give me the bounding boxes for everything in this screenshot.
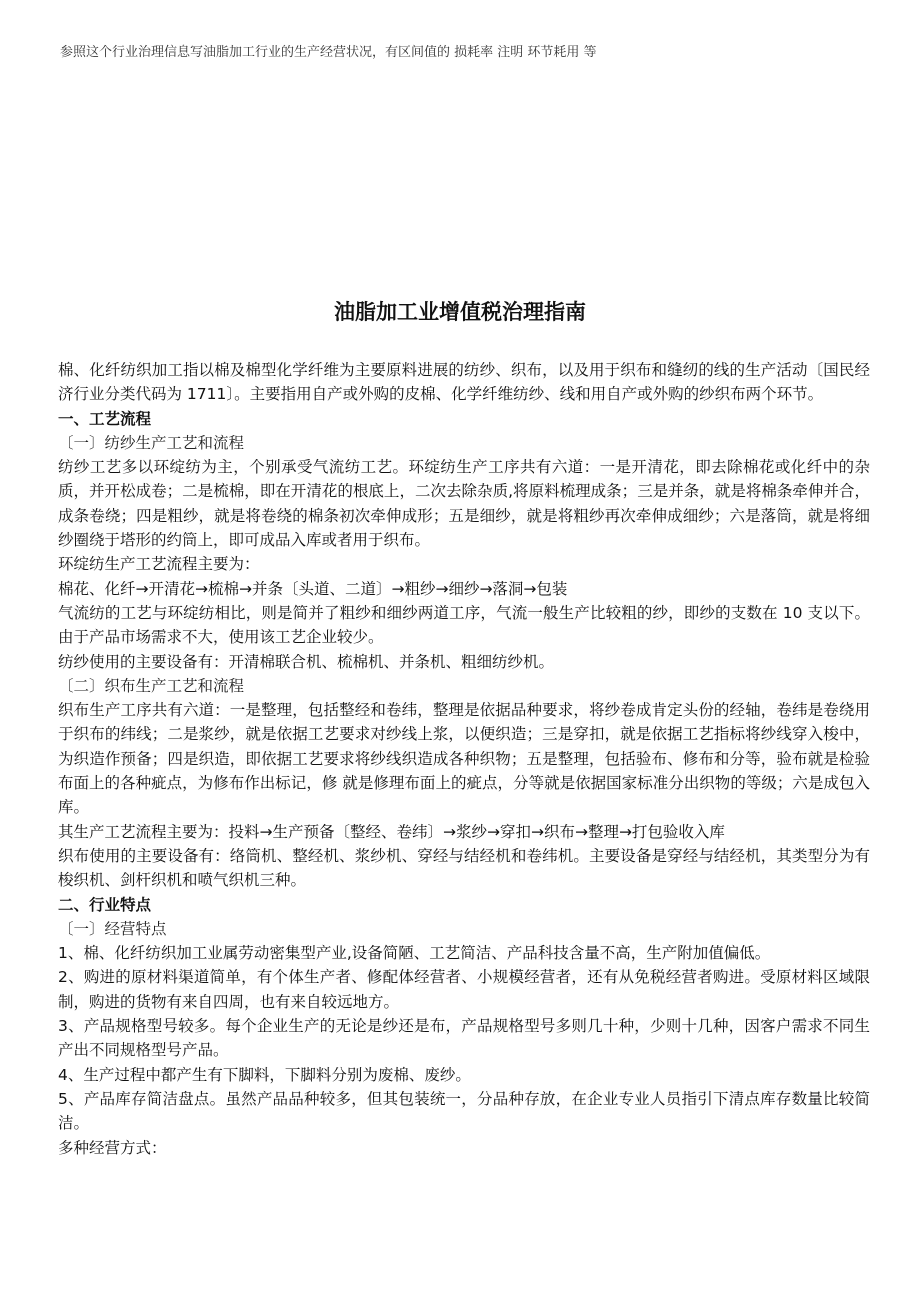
subsection-heading: 〔一〕经营特点 [58, 919, 167, 938]
list-item: 1、棉、化纤纺织加工业属劳动密集型产业,设备简陋、工艺简洁、产品科技含量不高，生产附加值偏低。 [58, 944, 771, 963]
paragraph: 气流纺的工艺与环绽纺相比，则是简并了粗纱和细纱两道工序，气流一般生产比较粗的纱，即纱的支数在 10 支以下。由于产品市场需求不大，使用该工艺企业较少。 [58, 603, 870, 647]
paragraph: 织布使用的主要设备有：络筒机、整经机、浆纱机、穿经与结经机和卷纬机。主要设备是穿经与结经机，其类型分为有梭织机、剑杆织机和喷气织机三种。 [58, 846, 870, 890]
flow-line: 其生产工艺流程主要为：投料→生产预备〔整经、卷纬〕→浆纱→穿扣→织布→整理→打包验收入库 [58, 822, 725, 841]
list-item: 2、购进的原材料渠道简单，有个体生产者、修配体经营者、小规模经营者，还有从免税经营者购进。受原材料区域限制，购进的货物有来自四周，也有来自较远地方。 [58, 968, 870, 1011]
document-body [58, 358, 870, 1160]
paragraph: 多种经营方式： [58, 1138, 167, 1157]
intro-paragraph: 棉、化纤纺织加工指以棉及棉型化学纤维为主要原料进展的纺纱、织布，以及用于织布和缝纫的线的生产活动〔国民经济行业分类代码为 1711〕。主要指用自产或外购的皮棉、化学纤维纺纱、线和用自产或外购的纱织布两个环节。 [58, 361, 870, 404]
section-heading: 二、行业特点 [58, 895, 152, 914]
flow-line: 棉花、化纤→开清花→梳棉→并条〔头道、二道〕→粗纱→细纱→落洞→包装 [58, 579, 568, 598]
list-item: 3、产品规格型号较多。每个企业生产的无论是纱还是布，产品规格型号多则几十种，少则十几种，因客户需求不同生产出不同规格型号产品。 [58, 1017, 870, 1060]
paragraph: 纺纱使用的主要设备有：开清棉联合机、梳棉机、并条机、粗细纺纱机。 [58, 652, 555, 671]
section-heading: 一、工艺流程 [58, 409, 152, 428]
subsection-heading: 〔二〕织布生产工艺和流程 [58, 676, 245, 695]
paragraph: 织布生产工序共有六道：一是整理，包括整经和卷纬，整理是依据品种要求，将纱卷成肯定头份的经轴，卷纬是卷绕用于织布的纬线；二是浆纱，就是依据工艺要求对纱线上浆，以便织造；三是穿扣，就是依据工艺指标将纱线穿入梭中，为织造作预备；四是织造，即依据工艺要求将纱线织造成各种织物；五是整理，包括验布、修布和分等，验布就是检验布面上的各种疵点，为修布作出标记，修 就是修理布面上的疵点，分等就是依据国家标准分出织物的等级；六是成包入库。 [58, 701, 870, 817]
list-item: 5、产品库存简洁盘点。虽然产品品种较多，但其包装统一，分品种存放，在企业专业人员指引下清点库存数量比较简洁。 [58, 1089, 870, 1133]
document-title: 油脂加工业增值税治理指南 [334, 300, 586, 324]
paragraph: 纺纱工艺多以环绽纺为主，个别承受气流纺工艺。环绽纺生产工序共有六道：一是开清花，即去除棉花或化纤中的杂质，并开松成卷；二是梳棉，即在开清花的根底上，二次去除杂质,将原料梳理成条；三是并条，就是将棉条牵伸并合，成条卷绕；四是粗纱，就是将卷绕的棉条初次牵伸成形；五是细纱，就是将粗纱再次牵伸成细纱；六是落筒，就是将细纱圈绕于塔形的约筒上，即可成品入库或者用于织布。 [58, 458, 870, 550]
subsection-heading: 〔一〕纺纱生产工艺和流程 [58, 433, 245, 452]
list-item: 4、生产过程中都产生有下脚料，下脚料分别为废棉、废纱。 [58, 1065, 471, 1084]
header-note: 参照这个行业治理信息写油脂加工行业的生产经营状况，有区间值的 损耗率 注明 环节耗用 等 [60, 45, 597, 60]
paragraph: 环绽纺生产工艺流程主要为： [58, 555, 260, 574]
